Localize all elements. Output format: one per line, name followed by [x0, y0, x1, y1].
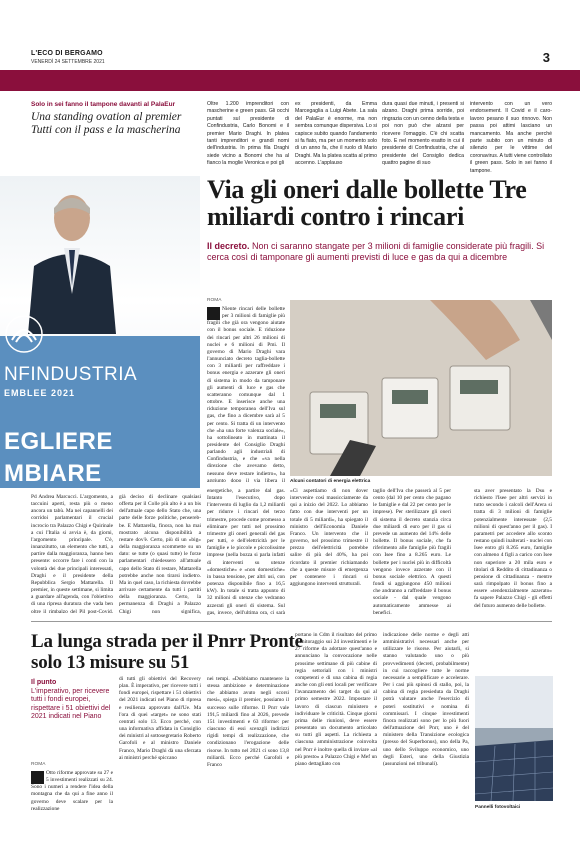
top-story-column: intervento con un vero endorsement. Il Covid e il caro-lavoro pesano il suo rinnovo. Non passa poi attimi lasciano un mancamento. Ma anche perché parte subito con un minuto di silenzio per le vittime del coronavirus. A tutti viene controllato il green pass. Solo in sei fanno il tampone.: [470, 101, 552, 174]
pnrr-article-column: indicazione delle norme e degli atti amministrativi necessari anche per utilizzare le risorse. Per aiutarli, si stanno valutando uno o più provvedimenti (decreti, probabilmente) in cui raccogliere tutte le norme necessarie a semplificare e accelerare. Per i casi più spinosi di stallo, poi, la cabina di regia presieduta da Draghi potrà valutare anche l'esercizio di poteri sostitutivi e nomina di commissari. I cinque investimenti finora realizzati sono per lo più fuori dell'attuazione del Pnrr, uno è del ministero della Transizione ecologica (presso del Superbonus), uno della Pa, uno dello Sviluppo economico, uno degli Esteri, uno della Giustizia (assunzioni nei tribunali).: [383, 632, 469, 767]
backdrop-text: NFINDUSTRIA: [4, 364, 138, 385]
solar-panel-icon: [475, 676, 553, 801]
pnrr-dateline: ROMA: [31, 762, 46, 767]
speaker-figure-icon: [24, 184, 116, 334]
masthead-date: VENERDÌ 24 SETTEMBRE 2021: [31, 59, 105, 65]
page-number: 3: [542, 50, 550, 65]
pnrr-article-text: Otto riforme approvate su 27 e 5 investimenti realizzati su 24. Sono i numeri a rendere l'idea della montagna che da qui a fine anno il governo deve scalare per la realizzazione: [31, 770, 113, 812]
pnrr-article-column: nei tempi. «Dobbiamo mantenere la stessa ambizione e determinazione che abbiamo avuto negli scorsi mesi», spiega il premier, possiamo il successo sulle riforme. Il Pnrr vale 191,5 miliardi fino al 2026, prevede 151 investimenti e 63 riforme: per ciascuno di essi scenzgli indirizzi rigidi tempi di realizzazione, che condizionano l'erogazione delle risorse. In tutto nel 2021 ci sono 13,8 miliardi. Ecco perché Garofoli e Franco: [207, 676, 289, 768]
pnrr-summary: L'imperativo, per ricevere tutti i fondi europei, rispettare i 51 obiettivi del 2021 indicati nel Piano: [31, 688, 111, 720]
main-subheadline: [207, 241, 552, 263]
backdrop-text: MBIARE: [4, 460, 102, 487]
pnrr-article-column: portano in Cdm il risultato del primo monitoraggio sui 24 investimenti e le 27 riforme da adottare quest'anno e annunciano la convocazione nelle prossime settimane di più cabine di regia settoriali con i ministri competenti e di una cabina di regia anche con gli enti locali per verificare l'avanzamento dei target da qui al primo semestre 2022. Impostare il lavoro di ciascun ministero e individuare le criticità. Cinque giorni prima delle riunioni, deve essere presentato un documento articolato su tutti gli aspetti. La richiesta a ciascuna amministrazione coinvolta nel Pnrr è inoltre quella di inviare «al più presto» a Palazzo Chigi e Mef un piano dettagliato con: [295, 632, 377, 767]
drop-cap: [207, 307, 220, 320]
top-story-kicker: Solo in sei fanno il tampone davanti al PalaEur: [31, 101, 176, 108]
masthead-name: L'ECO DI BERGAMO: [31, 50, 103, 57]
main-article-column: [207, 306, 285, 482]
top-story-column: dura quasi due minuti, i presenti si alzano. Draghi prima sorride, poi ringrazia con un cenno della testa e poi non può che alzarsi per ricevere l'omaggio. C'è chi scatta foto. E nel momento esatto in cui il presidente di Confindustria, che al presidente del Consiglio dedica quattro pagine di suo: [382, 101, 464, 167]
main-article-column: energetiche, a partire dal gas. Intanto l'esecutivo, dopo l'intervento di luglio da 1,2 miliardi per ridurre i rincari del terzo trimestre, procede come promesso a eliminare per tutti nel prossimo trimestre gli oneri generali del gas per tutti, e dell'elettricità per le famiglie e le piccole e piccolissime imprese (nella bozza si parla infatti di interventi su utenze «domestiche» e «non domestiche» in bassa tensione, per altri usi, con potenza disponibile fino a 16,5 kW). In totale si tratta appunto di 32 milioni di utenze che vedranno azzerati gli oneri di sistema. Sul gas, invece, dell'ultima ora, ci sarà: [207, 488, 285, 616]
left-article-column: Pd Andrea Marcucci. L'argomento, a taccuini aperti, resta più o meno ancora un tabù. Ma nei capannelli dei corridoi parlamentari il crucial incrocio tra Palazzo Chigi e Quirinale a cui l'Italia si avvia è, da giorni, l'argomento principale. C'è, innanzitutto, un elemento che tutti, a partire dalla maggioranza, hanno ben presente: occorre fare i conti con la volontà dei due principali interessati, Draghi e il presidente della Repubblica Sergio Mattarella. Il premier, in queste settimane, si limita a guardare all'agenda, con l'obiettivo di una ripresa duratura che vada ben oltre il rimbalzo del Pil post-Covid.: [31, 494, 113, 615]
header-band: [0, 70, 580, 91]
main-article-column: sta aver presentato la Dsu e richiesto l'Isee per altri servizi in tutto secondo i calcoli dell'Arera si tratta di 3 milioni di famiglie potenzialmente interessate (2,5 milioni di quest'anno per il gas). I parametri per accedere allo sconto restano quindi inalterati - nuclei con Isee entro gli 8.265 euro, famiglie con almeno 4 figli a carico con Isee non superiore a 20 mila euro e titolari di Reddito di cittadinanza o pensione di cittadinanza - mentre sarà rimpolpato il bonus fino a essere «tendenzialmente azzerato» fa sapere Palazzo Chigi - gli effetti del futuro aumento delle bollette.: [474, 488, 552, 609]
photo-meters: [290, 300, 552, 476]
top-story-column: Oltre 1.200 imprenditori con mascherine e green pass. Gli occhi puntati sul presidente di Confindustria, Carlo Bonomi e il premier Mario Draghi. In platea tanti imprenditori e grandi nomi dell'industria. In prima fila Draghi siede vicino a Bonomi che ha al fianco la moglie Veronica e poi gli: [207, 101, 289, 167]
top-story-headline: Una standing ovation al premier Tutti con il pass e la mascherina: [31, 111, 182, 136]
main-sub-lead: Il decreto.: [207, 241, 250, 251]
pnrr-kicker: Il punto: [31, 679, 57, 686]
photo-draghi: [0, 176, 200, 488]
backdrop-text: EMBLEE 2021: [4, 388, 76, 398]
main-dateline: ROMA: [207, 298, 222, 303]
top-story-column: ex presidenti, da Emma Marcegaglia a Luigi Abete. La sala del PalaEur è enorme, ma non sembra comunque dispersiva. Lo si capisce subito quando l'andamento si fa fiato, ma per un momento solo di un anno fa, che il ruolo di Mario Draghi. Ma la platea scatta al primo accenno. L'applauso: [295, 101, 377, 167]
main-headline: Via gli oneri dalle bollette Tre miliardi contro i rincari: [207, 175, 527, 231]
drop-cap: [31, 771, 44, 784]
main-article-text: Niente rincari delle bollette per 3 milioni di famiglie più fragili che già ora vengono aiutate con il bonus sociale. E riduzione dei rincari per altri 26 milioni di nuclei e 6 milioni di Pmi. Il governo di Mario Draghi vara l'annunciato decreto taglia-bollette con 3 miliardi per raffreddare i bonus energia e azzerare gli oneri di sistema in modo da tamponare gli aumenti di luce e gas che scatteranno comunque dal 1 ottobre. E inserisce anche una riduzione temporanea dell'Iva sul gas, che fino a dicembre sarà al 5 per cento. Si tratta di un intervento che «ha una forte valenza sociale», ha sottolineato in mattinata il presidente del Consiglio Draghi parlando agli industriali di Confindustria, e che «va nella direzione che avevamo detto, nessuno deve restare indietro», ha aggiunto dopo il via libera il: [207, 306, 285, 482]
electric-meters-icon: [290, 300, 552, 476]
pnrr-article-column: di tutti gli obiettivi del Recovery plan. È imperativo, per ricevere tutti i fondi europei, rispettare i 51 obiettivi del 2021 indicati nel Piano di ripresa e resilienza approvato dall'Ue. Ma l'ora di quei «target» ne sono stati centrati solo 13. Ecco perché, con una informativa affidata in Consiglio dei ministri al sottosegretario Roberto Garofoli e al ministro Daniele Franco, Mario Draghi dà una sferzata ai ministri perché spiccano: [119, 676, 201, 761]
section-divider: [31, 621, 552, 622]
main-photo-caption: Alcuni contatori di energia elettrica: [290, 479, 371, 484]
photo-solar-panels: [475, 676, 553, 801]
backdrop-text: EGLIERE: [4, 428, 113, 455]
left-article-column: già deciso di declinare qualsiasi offerta per il Colle più alto è a un bis dell'attuale capo dello Stato che, una parte delle forze politiche, penserebbe. E Mattarella, finora, non ha mai mostrato alcuna disponibilità a restare dov'è. Certo, più di un «big» della maggioranza scommette su un dato: se tutte (o quasi tutte) le forze parlamentari chiedessero all'attuale capo dello Stato di restare, Mattarella potrebbe anche non tirarsi indietro. Ma in quel caso, la richiesta dovrebbe arrivare certamente da tutti i partiti della maggioranza. Certo, la permanenza di Draghi a Palazzo Chigi non significa,: [119, 494, 201, 615]
pnrr-photo-caption: Pannelli fotovoltaici: [475, 805, 521, 810]
main-article-column: «Ci aspettiamo di non dover intervenire così massicciamente da qui a inizio del 2022. Lo abbiamo fatto con due interventi per un totale di 5 miliardi», ha spiegato il ministro dell'Economia Daniele Franco. Un intervento che il governo, nel prossimo trimestre il prezzo dell'elettricità potrebbe salire di più del 40%, ha poi ricordato il premier richiamando che a queste misure di emergenza per contenere i rincari si aggiungono interventi strutturali.: [290, 488, 368, 588]
pnrr-headline: La lunga strada per il Pnrr Pronte solo 13 misure su 51: [31, 631, 303, 673]
confindustria-logo-icon: [4, 314, 44, 354]
main-sub-text: Non ci saranno stangate per 3 milioni di famiglie considerate più fragili. Si cerca così di tamponare gli aumenti previsti di luce e gas da qui a dicembre: [207, 241, 545, 262]
main-article-column: taglio dell'Iva che passerà al 5 per cento (dal 10 per cento che pagano le famiglie e dal 22 per cento per le imprese). Per sterilizzare gli oneri di sistema il decreto stanzia circa due miliardi di euro per il gas si prevede un aumento del 14% delle bollette. Il bonus sociale, che fa riferimento alle famiglie più fragili con Isee fino a 8.265 euro. Le bollette per i nuclei più in difficoltà vengono invece azzerate con il bonus sociale elettrico. A questi fondi si aggiungono 450 milioni che andranno a raffreddare il bonus sociale - dal quale vengono automaticamente ammesse ai benefici.: [373, 488, 451, 616]
pnrr-article-column: [31, 770, 113, 840]
